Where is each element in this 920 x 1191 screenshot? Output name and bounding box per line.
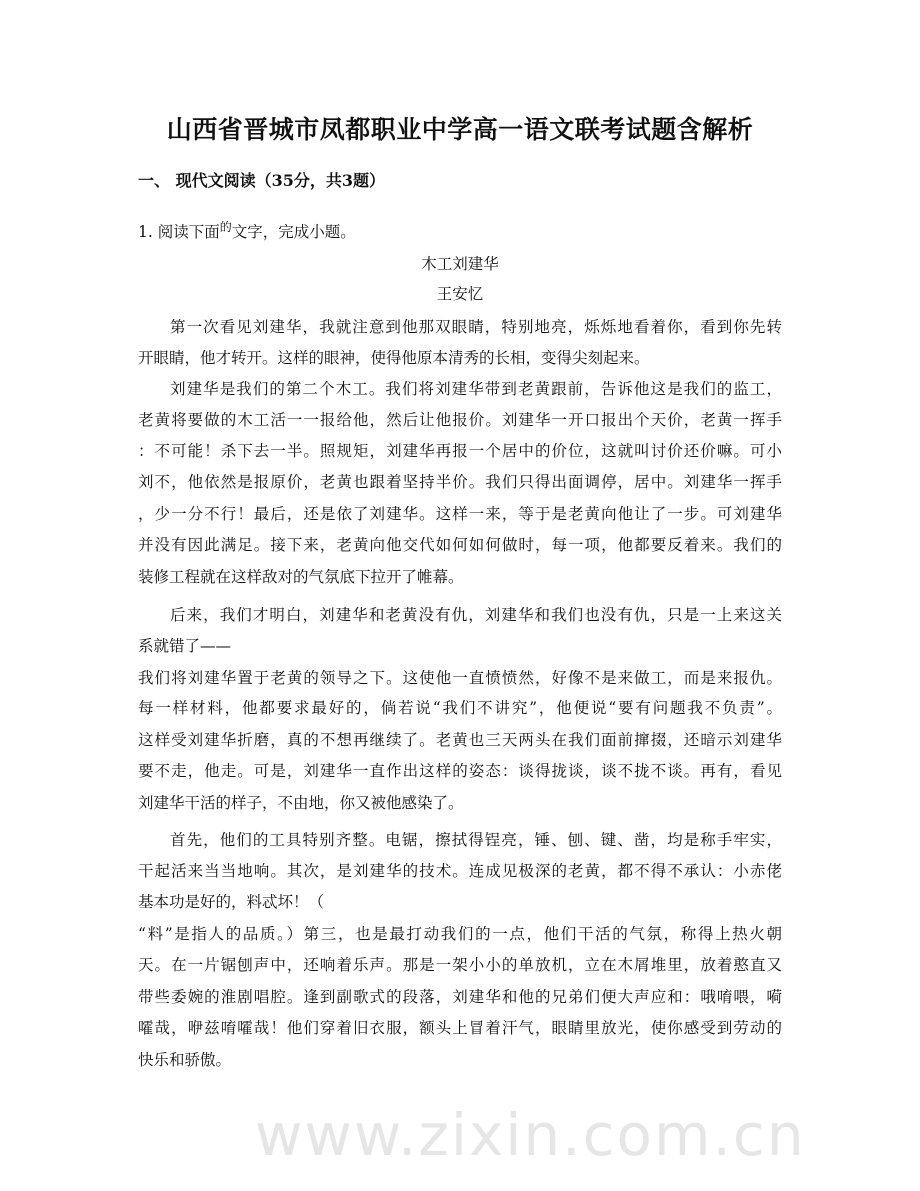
text-line: 嚯哉，咿兹唷嚯哉！他们穿着旧衣服，额头上冒着汗气，眼睛里放光，使你感受到劳动的 [138, 1019, 782, 1037]
text-line: 首先，他们的工具特别齐整。电锯，擦拭得锃亮，锤、刨、键、凿，均是称手牢实， [170, 831, 782, 849]
text-line: 并没有因此满足。接下来，老黄向他交代如何如何做时，每一项，他都要反着来。我们的 [138, 536, 782, 554]
text-line: 后来，我们才明白，刘建华和老黄没有仇，刘建华和我们也没有仇，只是一上来这关 [170, 606, 782, 624]
text-line: 要不走，他走。可是，刘建华一直作出这样的姿态：谈得拢谈，谈不拢不谈。再有，看见 [138, 762, 782, 780]
question-prompt [138, 218, 356, 242]
text-line: 基本功是好的，料忒坏！（ [138, 893, 325, 911]
text-line: 老黄将要做的木工活一一报给他，然后让他报价。刘建华一开口报出个天价，老黄一挥手 [138, 411, 782, 429]
text-line: 第一次看见刘建华，我就注意到他那双眼睛，特别地亮，烁烁地看着你，看到你先转 [170, 318, 782, 336]
text-line: 带些委婉的淮剧唱腔。逢到副歌式的段落，刘建华和他的兄弟们便大声应和：哦唷喂，嗬 [138, 988, 782, 1006]
text-line: 装修工程就在这样敌对的气氛底下拉开了帷幕。 [138, 568, 464, 586]
article-title: 木工刘建华 [421, 255, 499, 273]
question-prefix: 1. 阅读下面 [138, 223, 220, 242]
text-line: 系就错了—— [138, 637, 232, 655]
question-suffix: 文字，完成小题。 [231, 223, 356, 242]
text-line: 刘建华是我们的第二个木工。我们将刘建华带到老黄跟前，告诉他这是我们的监工， [170, 380, 782, 398]
text-line: 干起活来当当地响。其次，是刘建华的技术。连成见极深的老黄，都不得不承认：小赤佬 [138, 862, 782, 880]
watermark: www.zixin.com.cn [255, 1101, 806, 1169]
text-line: 刘建华干活的样子，不由地，你又被他感染了。 [138, 794, 464, 812]
document-title: 山西省晋城市凤都职业中学高一语文联考试题含解析 [166, 115, 754, 144]
text-line: 快乐和骄傲。 [138, 1051, 232, 1069]
text-line: 这样受刘建华折磨，真的不想再继续了。老黄也三天两头在我们面前撺掇，还暗示刘建华 [138, 731, 782, 749]
text-line: ，少一分不行！最后，还是依了刘建华。这样一来，等于是老黄向他让了一步。可刘建华 [138, 505, 782, 523]
text-line: “料”是指人的品质。）第三，也是最打动我们的一点，他们干活的气氛，称得上热火朝 [138, 925, 782, 943]
article-author: 王安忆 [436, 285, 484, 303]
text-line: 天。在一片锯刨声中，还响着乐声。那是一架小小的单放机，立在木屑堆里，放着憨直又 [138, 956, 782, 974]
text-line: ：不可能！杀下去一半。照规矩，刘建华再报一个居中的价位，这就叫讨价还价嘛。可小 [138, 442, 782, 460]
text-line: 每一样材料，他都要求最好的，倘若说“我们不讲究”，他便说“要有问题我不负责”。 [138, 699, 782, 717]
question-sup: 的 [219, 220, 232, 234]
text-line: 开眼睛，他才转开。这样的眼神，使得他原本清秀的长相，变得尖刻起来。 [138, 349, 650, 367]
text-line: 我们将刘建华置于老黄的领导之下。这使他一直愤愤然，好像不是来做工，而是来报仇。 [138, 669, 782, 687]
section-heading: 一、 现代文阅读（35分，共3题） [138, 171, 385, 190]
text-line: 刘不，他依然是报原价，老黄也跟着坚持半价。我们只得出面调停，居中。刘建华一挥手 [138, 473, 782, 491]
